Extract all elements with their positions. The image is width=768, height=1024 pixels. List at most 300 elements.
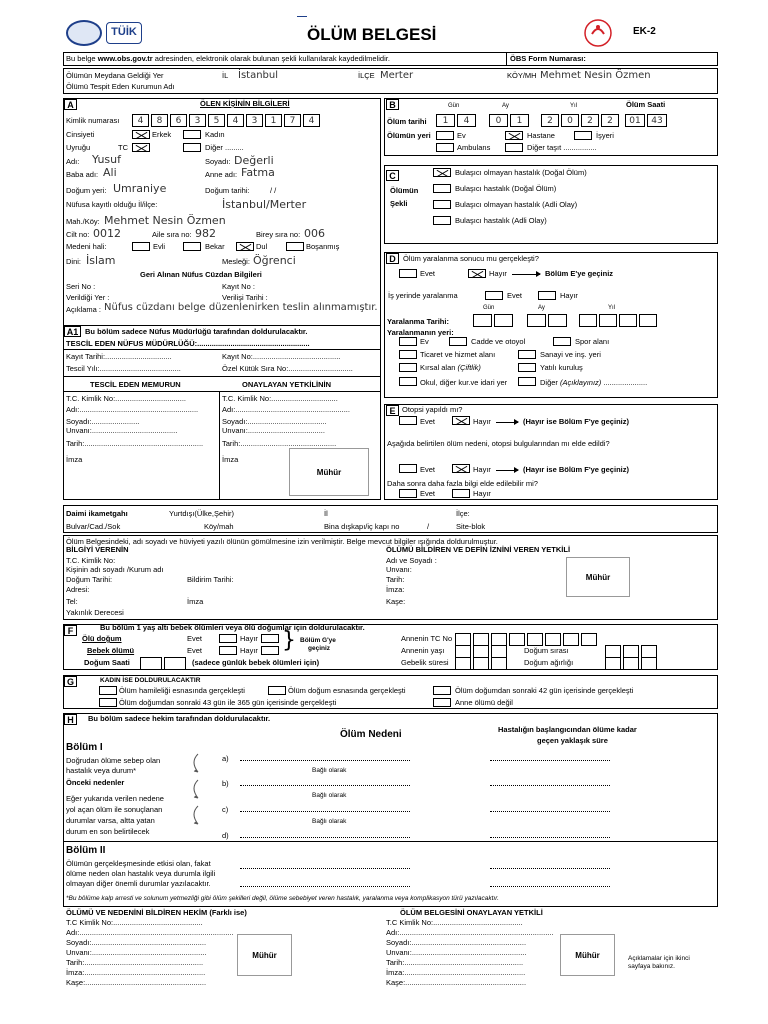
d-goto-e: Bölüm E'ye geçiniz [545,269,614,278]
h-ii-line[interactable] [240,886,410,887]
diger-uyruk-label: Diğer ......... [205,143,244,152]
h-ii3: olmayan diğer önemli durumlar yazılacaktır. [66,879,211,888]
g-opt2-checkbox[interactable] [268,686,286,695]
d-arrow [512,274,540,275]
v-adresi: Adresi: [66,585,90,594]
d-isyeri-evet-checkbox[interactable] [485,291,503,300]
f-agirlik-cell[interactable] [623,657,639,670]
b-isyeri-checkbox[interactable] [574,131,592,140]
hk-l-unvani: Unvanı:....................................................... [66,948,207,957]
nufus-value: İstanbul/Merter [222,198,307,211]
h-bagli-1: Bağlı olarak [312,767,347,774]
e-hayir2-label: Hayır [473,465,491,474]
f-tc-cell[interactable] [581,633,597,646]
h-d: d) [222,831,229,840]
section-f-label: F [64,625,77,636]
h-note: Bu bölüm sadece hekim tarafından doldurulacaktır. [88,714,271,723]
kimlik-digit-cell[interactable]: 7 [284,114,301,127]
erkek-checkbox[interactable] [132,130,150,139]
c-opt3-label: Bulaşıcı olmayan hastalık (Adli Olay) [455,200,578,209]
g-opt2-label: Ölüm doğum esnasında gerçekleşti [288,686,406,695]
b-gun-cell[interactable]: 1 [436,114,455,127]
e-evet-checkbox[interactable] [399,416,417,425]
anne-label: Anne adı: [205,170,238,179]
hk-l-imza: İmza:.......................................................... [66,968,206,977]
h-eger3: durumlar varsa, altta yatan [66,816,155,825]
f-tc-cell[interactable] [509,633,525,646]
e-hayir3-label: Hayır [473,489,491,498]
d-sanayi-checkbox[interactable] [518,350,536,359]
h-bagli-2: Bağlı olarak [312,792,347,799]
tc-label: TC [118,143,128,152]
f-hayir1-checkbox[interactable] [261,634,279,643]
mah-value: Mehmet Nesin Özmen [104,214,226,227]
hk-l-kase: Kaşe:.......................................................... [66,978,207,987]
h-eger2: yol açan ölüm ile sonuçlanan [66,805,163,814]
e-asagida: Aşağıda belirtilen ölüm nedeni, otopsi bulgularından mı elde edildi? [387,439,610,448]
cilt-value: 0012 [93,227,121,240]
a1-imza-r: İmza [222,455,239,464]
d-sanayi-label: Sanayi ve inş. yeri [540,350,601,359]
soyadi-label: Soyadı: [205,157,231,166]
f-evet1: Evet [187,634,203,643]
b-isyeri-label: İşyeri [596,131,614,140]
hk-l-soyadi: Soyadı:....................................................... [66,938,207,947]
b-diger-label: Diğer taşıt ................ [527,143,597,152]
facility-label: Ölümü Tespit Eden Kurumun Adı [66,82,175,91]
h-ii-duration-line[interactable] [490,868,610,869]
a1-tc-l: T.C. Kimlik No:.................................. [66,394,187,403]
b-yil-cell[interactable]: 2 [601,114,619,127]
a1-unvani-r: Unvanı:..................................... [222,426,325,435]
f-agirlik-cell[interactable] [641,657,657,670]
dini-label: Dini: [66,257,82,266]
nufus-cuzdan-title: Geri Alınan Nüfus Cüzdan Bilgileri [140,270,262,279]
bosanmis-label: Boşanmış [306,242,340,251]
v-unvani: Unvanı: [386,565,412,574]
e-arrow-2 [496,470,518,471]
f-tc-cell[interactable] [563,633,579,646]
b-diger-checkbox[interactable] [505,143,523,152]
f-annenin-tc: Annenin TC No [401,634,453,643]
kayit-no-a: Kayıt No : [222,282,255,291]
d-ev-checkbox[interactable] [399,337,417,346]
hk-r-soyadi: Soyadı:....................................................... [386,938,527,947]
kimlik-digit-cell[interactable]: 3 [246,114,263,127]
bekar-label: Bekar [205,242,225,251]
h-duration-line[interactable] [490,785,610,786]
dogum-yeri-value: Umraniye [113,182,167,195]
d-spor-label: Spor alanı [575,337,610,346]
h-onceki: Önceki nedenler [66,778,125,787]
a1-unvani-l: Unvanı:......................................... [66,426,178,435]
d-spor-checkbox[interactable] [553,337,571,346]
e-evet3-checkbox[interactable] [399,489,417,498]
b-gun-cell[interactable]: 4 [457,114,476,127]
a1-ozel-kutuk: Özel Kütük Sıra No:............................... [222,364,353,373]
d-evet-checkbox[interactable] [399,269,417,278]
h-olum-nedeni: Ölüm Nedeni [340,729,402,740]
section-g-label: G [64,676,77,687]
v-dogum: Doğum Tarihi: [66,575,113,584]
dul-checkbox[interactable] [236,242,254,251]
a1-tarih-r: Tarih:.............................................. [222,439,337,448]
g-opt5-label: Anne ölümü değil [455,698,513,707]
d-yil-cell[interactable] [639,314,657,327]
e-otopsi-q: Otopsi yapıldı mı? [402,405,463,414]
section-a-label: A [64,99,77,110]
b-hastane-label: Hastane [527,131,555,140]
d-isyeri-hayir-checkbox[interactable] [538,291,556,300]
d-ticaret-checkbox[interactable] [399,350,417,359]
c-opt4-checkbox[interactable] [433,216,451,225]
h-duration-line[interactable] [490,760,610,761]
f-dogum-agirligi: Doğum ağırlığı [524,658,574,667]
hk-l-tarih: Tarih:......................................................... [66,958,204,967]
ikamet-ilce: İlçe: [456,509,470,518]
adi-label: Adı: [66,157,80,166]
h-gecen: geçen yaklaşık süre [537,736,608,745]
d-yil-cell[interactable] [619,314,637,327]
d-question: Ölüm yaralanma sonucu mu gerçekleşti? [403,254,539,263]
h-c: c) [222,805,229,814]
f-evet2: Evet [187,646,203,655]
form-code: EK-2 [633,26,656,37]
h-footnote: *Bu bölüme kalp arresti ve solunum yetmezliği gibi ölüm şekilleri değil, ölüme sebebiyet veren hastalık, yaralanma veya komplikasyon türü yazılacaktır. [66,895,499,902]
f-gebelik-cell[interactable] [455,657,471,670]
hk-aciklamalar2: sayfaya bakınız. [628,963,675,970]
c-opt2-label: Bulaşıcı hastalık (Doğal Ölüm) [455,184,557,193]
c-opt4-label: Bulaşıcı hastalık (Adli Olay) [455,216,547,225]
hekim-right-title: ÖLÜM BELGESİNİ ONAYLAYAN YETKİLİ [400,908,543,917]
il-label: İL [222,71,229,80]
h-duration-line[interactable] [490,837,610,838]
f-dogum-saati: Doğum Saati [84,658,130,667]
kimlik-digit-cell[interactable]: 6 [170,114,187,127]
bosanmis-checkbox[interactable] [286,242,304,251]
hekim-left-title: ÖLÜMÜ VE NEDENİNİ BİLDİREN HEKİM (Farklı ise) [66,908,247,917]
hk-r-muhur: Mühür [560,934,615,976]
b-ay-cell[interactable]: 0 [489,114,508,127]
e-hayir3-checkbox[interactable] [452,489,470,498]
d-ay: Ay [538,305,545,311]
g-opt1-checkbox[interactable] [99,686,117,695]
d-gun: Gün [483,305,495,311]
d-ay-cell[interactable] [527,314,546,327]
meslek-value: Öğrenci [253,254,296,267]
f-sadece: (sadece günlük bebek ölümleri için) [192,658,320,667]
b-ev-label: Ev [457,131,466,140]
d-diger-checkbox[interactable] [518,377,536,386]
section-d-label: D [386,253,399,264]
olumu-bildiren: ÖLÜMÜ BİLDİREN VE DEFİN İZNİNİ VEREN YETKİLİ [386,545,571,554]
v-kase: Kaşe: [386,597,406,606]
h-cause-line[interactable] [240,760,410,761]
e-goto-f-2: (Hayır ise Bölüm F'ye geçiniz) [523,465,629,474]
a1-tescil-title: TESCİL EDEN NÜFUS MÜDÜRLÜĞÜ:...................................................... [66,339,310,348]
v-tarih: Tarih: [386,575,405,584]
h-ii2: ölüme neden olan hastalık veya durumla ilgili [66,869,216,878]
d-isyeri-evet-label: Evet [507,291,523,300]
v-bildirim: Bildirim Tarihi: [187,575,234,584]
d-yil-cell[interactable] [579,314,597,327]
g-note: KADIN İSE DOLDURULACAKTIR [100,677,201,684]
v-muhur-stamp: Mühür [566,557,630,597]
section-a-title: ÖLEN KİŞİNİN BİLGİLERİ [200,99,290,108]
h-cause-line[interactable] [240,837,410,838]
f-saat-cell-1[interactable] [140,657,162,670]
d-yil-cell[interactable] [599,314,617,327]
dogum-yeri-label: Doğum yeri: [66,186,107,195]
c-opt1-label: Bulaşıcı olmayan hastalık (Doğal Ölüm) [455,168,587,177]
e-hayir-label: Hayır [473,417,491,426]
e-goto-f-1: (Hayır ise Bölüm F'ye geçiniz) [523,417,629,426]
f-agirlik-cell[interactable] [605,657,621,670]
h-duration-line[interactable] [490,811,610,812]
hk-r-tc: T.C Kimlik No:........................................... [386,918,523,927]
event-place-label: Ölümün Meydana Geldiği Yer [66,71,164,80]
bina-slash: / [427,522,430,531]
bulvar: Bulvar/Cad./Sok [66,522,121,531]
b-saat-cell[interactable]: 43 [647,114,667,127]
kadin-checkbox[interactable] [183,130,201,139]
mah-label: Mah./Köy: [66,217,100,226]
f-annenin-yasi: Annenin yaşı [401,646,445,655]
f-saat-cell-2[interactable] [164,657,186,670]
g-opt3-label: Ölüm doğumdan sonraki 42 gün içerisinde gerçekleşti [455,686,634,695]
b-ev-checkbox[interactable] [436,131,454,140]
h-ii-line[interactable] [240,868,410,869]
v-tel: Tel: [66,597,78,606]
b-yil-cell[interactable]: 0 [561,114,579,127]
left-emblem [66,20,102,46]
e-evet3-label: Evet [420,489,436,498]
ikamet-il: İl [324,509,328,518]
baba-value: Ali [103,166,117,179]
hk-l-tc: T.C Kimlik No:........................................... [66,918,203,927]
d-yaralanma-yeri: Yaralanmanın yeri: [387,328,454,337]
v-imza: İmza [187,597,204,606]
h-bolum2: Bölüm II [66,845,106,856]
hk-r-tarih: Tarih:......................................................... [386,958,524,967]
g-opt3-checkbox[interactable] [433,686,451,695]
adi-value: Yusuf [92,153,122,166]
d-yaralanma-tarihi: Yaralanma Tarihi: [387,317,449,326]
page-title: ÖLÜM BELGESİ [307,25,437,44]
g-opt1-label: Ölüm hamileliği esnasında gerçekleşti [119,686,245,695]
kimlik-label: Kimlik numarası [66,116,120,125]
section-c-label: C [386,170,399,181]
section-b-label: B [386,99,399,110]
c-olumun: Ölümün [390,186,419,195]
hk-r-adi: Adı:.......................................................................... [386,928,554,937]
uyrugu-label: Uyruğu [66,143,91,152]
yurtdisi: Yurtdışı(Ülke,Şehir) [169,509,235,518]
g-opt4-checkbox[interactable] [99,698,117,707]
a1-imza-l: İmza [66,455,83,464]
d-cadde-label: Cadde ve otoyol [471,337,526,346]
e-evet-label: Evet [420,417,436,426]
g-opt4-label: Ölüm doğumdan sonraki 43 gün ile 365 gün içerisinde gerçekleşti [119,698,337,707]
c-opt1-checkbox[interactable] [433,168,451,177]
h-eger1: Eğer yukarıda verilen nedene [66,794,164,803]
h-dogrudan1: Doğrudan ölüme sebep olan [66,756,161,765]
d-yil: Yıl [608,305,616,311]
f-tc-cell[interactable] [545,633,561,646]
v-imza2: İmza: [386,585,405,594]
f-dogum-sirasi: Doğum sırası [524,646,569,655]
g-opt5-checkbox[interactable] [433,698,451,707]
daimi-ikametgah: Daimi ikametgahı [66,509,128,518]
b-olumun-yeri: Ölümün yeri [387,131,431,140]
aile-value: 982 [195,227,216,240]
d-kirsal-checkbox[interactable] [399,363,417,372]
d-okul-checkbox[interactable] [399,377,417,386]
h-dogrudan2: hastalık veya durum* [66,766,137,775]
d-evet-label: Evet [420,269,436,278]
medeni-label: Medeni hali: [66,242,107,251]
e-hayir-checkbox[interactable] [452,416,470,425]
site-blok: Site-blok [456,522,486,531]
birey-value: 006 [304,227,325,240]
section-e-label: E [386,405,399,416]
b-yil-cell[interactable]: 2 [581,114,599,127]
obs-form-no: ÖBS Form Numarası: [510,54,586,63]
d-gun-cell[interactable] [473,314,492,327]
seri-no: Seri No : [66,282,96,291]
e-arrow-1 [496,422,518,423]
h-a: a) [222,754,229,763]
h-curve-arrows [186,750,206,842]
kimlik-digit-cell[interactable]: 8 [151,114,168,127]
d-yatili-checkbox[interactable] [518,363,536,372]
kimlik-digit-cell[interactable]: 5 [208,114,225,127]
c-opt3-checkbox[interactable] [433,200,451,209]
h-hastalik: Hastalığın başlangıcından ölüme kadar [498,725,637,734]
d-ay-cell[interactable] [548,314,567,327]
f-evet2-checkbox[interactable] [219,646,237,655]
verildigi-yer: Verildiği Yer : [66,293,110,302]
c-sekli: Şekli [390,199,408,208]
hk-l-adi: Adı:.......................................................................... [66,928,234,937]
f-bolum-g: Bölüm G'ye [300,637,336,644]
nufus-label: Nüfusa kayıtlı olduğu İl/ilçe: [66,200,158,209]
f-tc-cell[interactable] [527,633,543,646]
evli-checkbox[interactable] [132,242,150,251]
f-bebek-olumu: Bebek ölümü [87,646,135,655]
v-tc: T.C. Kimlik No: [66,556,116,565]
h-bolum1: Bölüm I [66,742,103,753]
section-h-label: H [64,714,77,725]
a1-soyadi-r: Soyadı:...................................... [222,417,327,426]
b-olum-saati: Ölüm Saati [626,100,666,109]
il-value: İstanbul [238,70,279,81]
section-a1-label: A1 [64,326,81,337]
f-hayir1: Hayır [240,634,258,643]
f-hayir2-checkbox[interactable] [261,646,279,655]
f-gebelik-cell[interactable] [473,657,489,670]
a1-kayit-no: Kayıt No:.......................................... [222,352,341,361]
h-cause-line[interactable] [240,811,410,812]
h-ii-duration-line[interactable] [490,886,610,887]
b-ambulans-label: Ambulans [457,143,491,152]
ilce-label: İLÇE [358,71,375,80]
kimlik-digit-cell[interactable]: 4 [132,114,149,127]
b-hastane-checkbox[interactable] [505,131,523,140]
verilisi-tarihi: Verilişi Tarihi : [222,293,268,302]
h-bagli-3: Bağlı olarak [312,818,347,825]
kimlik-digit-cell[interactable]: 1 [265,114,282,127]
h-eger4: durum en son belirtilecek [66,827,150,836]
bilgiyi-veren: BİLGİYİ VERENİN [66,545,129,554]
a1-adi-r: Adı:....................................................... [222,405,350,414]
d-okul-label: Okul, diğer kur.ve idari yer [420,378,508,387]
cilt-label: Cilt no: [66,230,90,239]
h-cause-line[interactable] [240,785,410,786]
d-cadde-checkbox[interactable] [449,337,467,346]
f-geciniz: geçiniz [308,645,331,652]
d-kirsal-label: Kırsal alan (Çiftlik) [420,363,481,372]
f-brace: } [282,628,296,653]
d-hayir-label: Hayır [489,269,507,278]
evli-label: Evli [153,242,166,251]
e-hayir2-checkbox[interactable] [452,464,470,473]
aciklama-label: Açıklama : [66,305,102,314]
kimlik-digit-cell[interactable]: 3 [189,114,206,127]
cinsiyet-label: Cinsiyeti [66,130,95,139]
d-gun-cell[interactable] [494,314,513,327]
f-gebelik: Gebelik süresi [401,658,449,667]
d-ev-label: Ev [420,337,429,346]
e-daha-sonra: Daha sonra daha fazla bilgi elde edilebilir mi? [387,479,538,488]
d-hayir-checkbox[interactable] [468,269,486,278]
kimlik-digit-cell[interactable]: 4 [303,114,320,127]
b-ay: Ay [502,103,509,109]
b-yil-cell[interactable]: 2 [541,114,559,127]
diger-uyruk-checkbox[interactable] [183,143,201,152]
f-gebelik-cell[interactable] [491,657,507,670]
e-evet2-checkbox[interactable] [399,464,417,473]
hk-aciklamalar1: Açıklamalar için ikinci [628,955,690,962]
dogum-tarihi-label: Doğum tarihi: [205,186,250,195]
f-evet1-checkbox[interactable] [219,634,237,643]
b-saat-cell[interactable]: 01 [625,114,645,127]
b-ambulans-checkbox[interactable] [436,143,454,152]
bekar-checkbox[interactable] [183,242,201,251]
hk-r-imza: İmza:.......................................................... [386,968,526,977]
b-ay-cell[interactable]: 1 [510,114,529,127]
ilce-value: Merter [380,70,414,81]
kimlik-digit-cell[interactable]: 4 [227,114,244,127]
b-olum-tarihi: Ölüm tarihi [387,117,427,126]
a1-kayit-tarihi: Kayıt Tarihi:................................ [66,352,172,361]
dogum-tarihi-slashes: / / [270,186,277,195]
v-adi-soyadi: Adı ve Soyadı : [386,556,437,565]
top-link-mark [297,16,307,17]
v-kisinin: Kişinin adı soyadı /Kurum adı [66,565,164,574]
baba-label: Baba adı: [66,170,99,179]
c-opt2-checkbox[interactable] [433,184,451,193]
d-isyeri-q: İş yerinde yaralanma [388,291,458,300]
a1-tescil-memur: TESCİL EDEN MEMURUN [90,380,181,389]
h-b: b) [222,779,229,788]
d-ticaret-label: Ticaret ve hizmet alanı [420,350,496,359]
tc-checkbox[interactable] [132,143,150,152]
bina-no: Bina dışkapı/iç kapı no [324,522,400,531]
h-ii1: Ölümün gerçekleşmesinde etkisi olan, fakat [66,859,211,868]
e-evet2-label: Evet [420,465,436,474]
b-gun: Gün [448,103,460,109]
